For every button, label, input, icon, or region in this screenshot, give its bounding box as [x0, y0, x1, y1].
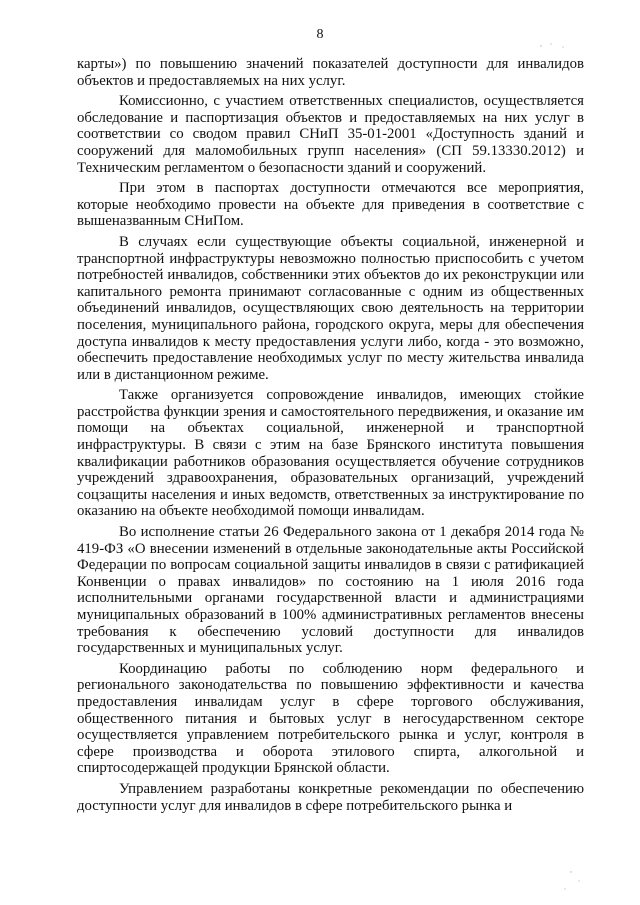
paragraph: Управлением разработаны конкретные рекомендации по обеспечению доступности услуг для инвалидов в сфере потребительского рынка и — [77, 780, 584, 814]
paragraph: При этом в паспортах доступности отмечаются все мероприятия, которые необходимо провести на объекте для приведения в соответствие с вышеназванным СНиПом. — [77, 180, 584, 230]
paragraph: карты») по повышению значений показателей доступности для инвалидов объектов и предоставляемых на них услуг. — [77, 56, 584, 89]
page-number: 8 — [316, 27, 324, 42]
paragraph: В случаях если существующие объекты социальной, инженерной и транспортной инфраструктуры невозможно полностью приспособить с учетом потребностей инвалидов, собственники этих объектов до их реконструкции или капитального ремонта принимают согласованные с одним из общественных объединений инвалидов, осуществляющих свою деятельность на территории поселения, муниципального района, городского округа, меры для обеспечения доступа инвалидов к месту предоставления услуги либо, когда - это возможно, обеспечить предоставление необходимых услуг по месту жительства инвалида или в дистанционном режиме. — [77, 233, 584, 383]
paragraph: Координацию работы по соблюдению норм федерального и регионального законодательства по повышению эффективности и качества предоставления инвалидам услуг в сфере торгового обслуживания, общественного питания и бытовых услуг в негосударственном секторе осуществляется управлением потребительского рынка и услуг, контроля в сфере производства и оборота этилового спирта, алкогольной и спиртосодержащей продукции Брянской области. — [77, 660, 584, 777]
paragraph: Комиссионно, с участием ответственных специалистов, осуществляется обследование и паспортизация объектов и предоставляемых на них услуг в соответствии со сводом правил СНиП 35-01-2001 «Доступность зданий и сооружений для маломобильных групп населения» (СП 59.13330.2012) и Техническим регламентом о безопасности зданий и сооружений. — [77, 93, 584, 176]
paragraph: Также организуется сопровождение инвалидов, имеющих стойкие расстройства функции зрения и самостоятельного передвижения, и оказание им помощи на объектах социальной, инженерной и транспортной инфраструктуры. В связи с этим на базе Брянского института повышения квалификации работников образования осуществляется обучение сотрудников учреждений здравоохранения, образовательных организаций, учреждений соцзащиты населения и иных ведомств, ответственных за инструктирование по оказанию на объекте необходимой помощи инвалидам. — [77, 387, 584, 520]
paragraph: Во исполнение статьи 26 Федерального закона от 1 декабря 2014 года № 419-ФЗ «О внесении изменений в отдельные законодательные акты Российской Федерации по вопросам социальной защиты инвалидов в связи с ратификацией Конвенции о правах инвалидов» по состоянию на 1 июля 2016 года исполнительными органами государственной власти и администрациями муниципальных образований в 100% административных регламентов внесены требования к обеспечению условий доступности для инвалидов государственных и муниципальных услуг. — [77, 524, 584, 657]
document-body — [77, 56, 584, 818]
